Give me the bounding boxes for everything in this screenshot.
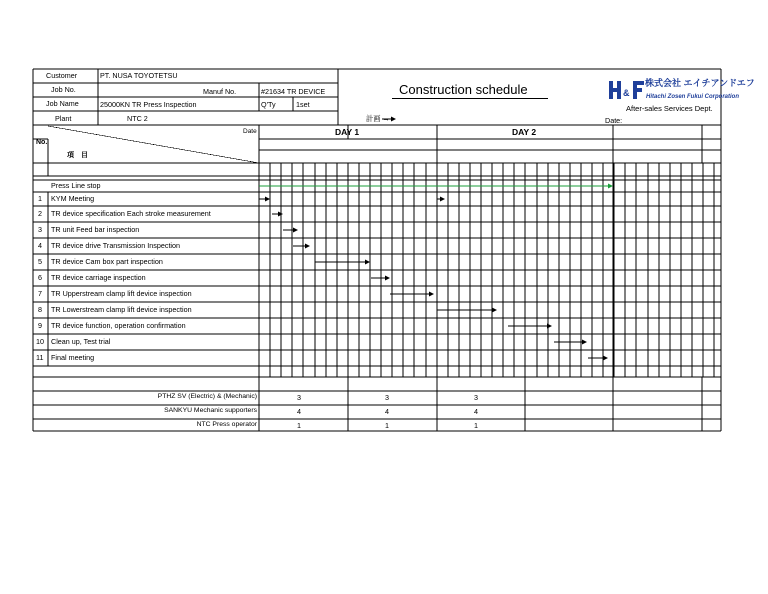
- staff-count: 1: [297, 421, 301, 430]
- task-name: TR device specification Each stroke measurement: [51, 209, 211, 218]
- document-title: Construction schedule: [399, 82, 528, 97]
- task-number: 11: [36, 353, 44, 362]
- task-name: Final meeting: [51, 353, 95, 362]
- staff-count: 3: [297, 393, 301, 402]
- task-number: 10: [36, 337, 44, 346]
- customer-label: Customer: [46, 71, 78, 80]
- arrow-head-icon: [440, 197, 445, 202]
- arrow-head-icon: [293, 228, 298, 233]
- staff-count: 1: [474, 421, 478, 430]
- task-name: TR device function, operation confirmation: [51, 321, 186, 330]
- arrow-head-icon: [603, 356, 608, 361]
- logo-mark-icon: [607, 77, 645, 104]
- task-name: TR device drive Transmission Inspection: [51, 241, 181, 250]
- task-number: 3: [38, 225, 42, 234]
- arrow-head-icon: [492, 308, 497, 313]
- arrow-head-icon: [429, 292, 434, 297]
- staff-count: 4: [385, 407, 389, 416]
- arrow-head-icon: [582, 340, 587, 345]
- date-column-label: Date: [243, 128, 257, 135]
- arrow-head-icon: [278, 212, 283, 217]
- company-logo: [607, 77, 645, 104]
- staff-count: 4: [297, 407, 301, 416]
- arrow-head-icon: [265, 197, 270, 202]
- task-number: 4: [38, 241, 42, 250]
- staff-role: NTC Press operator: [196, 421, 257, 428]
- manuf-no-label: Manuf No.: [203, 87, 237, 96]
- plant-value: NTC 2: [127, 114, 148, 123]
- task-name: TR device carriage inspection: [51, 273, 146, 282]
- staff-count: 3: [385, 393, 389, 402]
- plan-label: 計画 →: [366, 114, 390, 123]
- manuf-no-value: #21634 TR DEVICE: [261, 87, 326, 96]
- arrow-head-icon: [391, 117, 396, 122]
- staff-count: 1: [385, 421, 389, 430]
- staff-role: PTHZ SV (Electric) & (Mechanic): [157, 393, 257, 400]
- item-column-label: 項 目: [67, 152, 88, 159]
- job-name-value: 25000KN TR Press Inspection: [100, 100, 197, 109]
- arrow-head-icon: [305, 244, 310, 249]
- task-number: 9: [38, 321, 42, 330]
- job-no-label: Job No.: [51, 85, 76, 94]
- svg-text:&: &: [623, 88, 630, 98]
- job-name-label: Job Name: [46, 99, 79, 108]
- task-number: 8: [38, 305, 42, 314]
- plant-label: Plant: [55, 114, 72, 123]
- logo-english: Hitachi Zosen Fukui Corporation: [646, 94, 740, 100]
- task-number: 1: [38, 194, 42, 203]
- task-number: 5: [38, 257, 42, 266]
- date-label: Date:: [605, 116, 623, 125]
- staff-count: 4: [474, 407, 478, 416]
- arrow-head-icon: [385, 276, 390, 281]
- staff-count: 3: [474, 393, 478, 402]
- task-name: Clean up, Test trial: [51, 337, 111, 346]
- logo-japanese: 株式会社 エイチアンドエフ: [645, 78, 755, 88]
- arrow-head-icon: [547, 324, 552, 329]
- task-number: 2: [38, 209, 42, 218]
- task-number: 6: [38, 273, 42, 282]
- task-name: TR Upperstream clamp lift device inspection: [51, 289, 192, 298]
- customer-value: PT. NUSA TOYOTETSU: [100, 71, 178, 80]
- day-2-label: DAY 2: [512, 127, 537, 137]
- task-name: TR unit Feed bar inspection: [51, 225, 140, 234]
- no-column-label: No.: [36, 139, 48, 146]
- day-1-label: DAY 1: [335, 127, 360, 137]
- task-name: KYM Meeting: [51, 194, 95, 203]
- task-name: TR Lowerstream clamp lift device inspection: [51, 305, 192, 314]
- arrow-head-icon: [365, 260, 370, 265]
- qty-value: 1set: [296, 100, 310, 109]
- task-name: TR device Cam box part inspection: [51, 257, 163, 266]
- title-underline: [392, 98, 548, 99]
- staff-role: SANKYU Mechanic supporters: [164, 407, 257, 414]
- task-name: Press Line stop: [51, 181, 101, 190]
- qty-label: Q'Ty: [261, 100, 276, 109]
- arrow-head-icon: [608, 184, 613, 189]
- task-number: 7: [38, 289, 42, 298]
- department: After-sales Services Dept.: [626, 104, 713, 113]
